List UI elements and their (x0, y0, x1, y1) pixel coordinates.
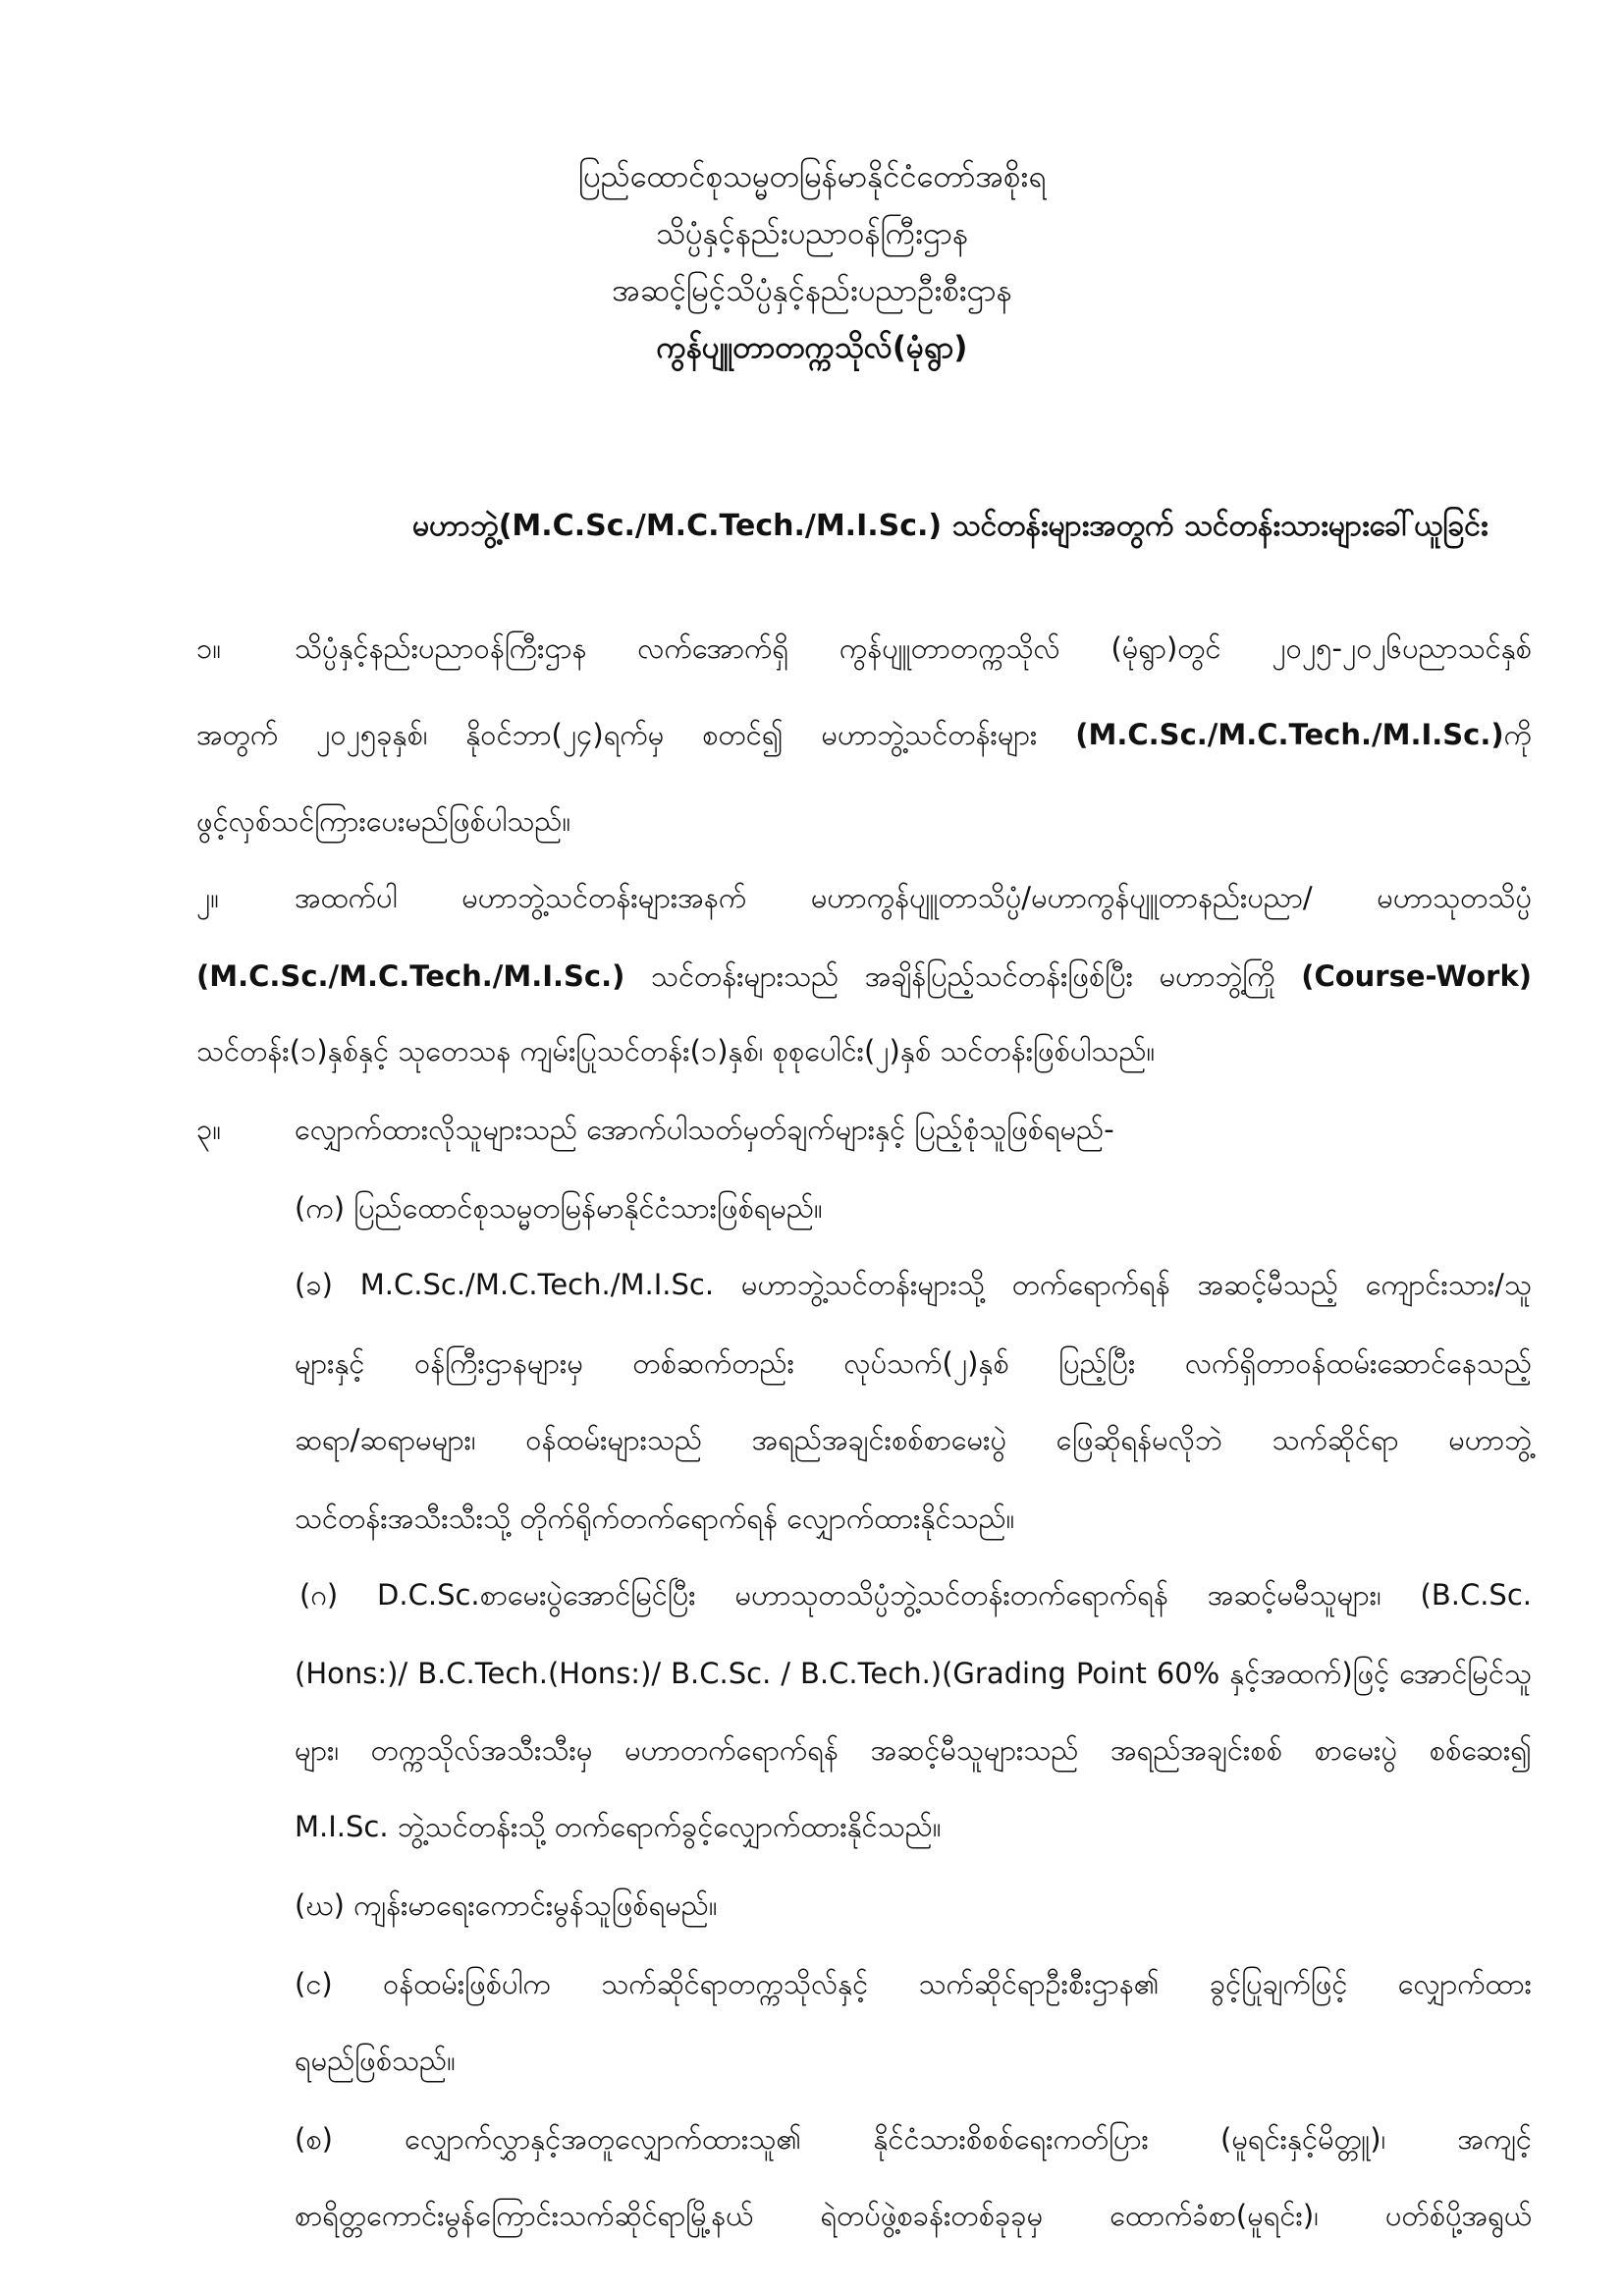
item-nga-line2: ရမည်ဖြစ်သည်။ (295, 2044, 456, 2077)
para3-line1: လျှောက်ထားလိုသူများသည် အောက်ပါသတ်မှတ်ချက်များနှင့် ပြည့်စုံသူဖြစ်ရမည်- (295, 1113, 1114, 1146)
para1-line2-text: အတွက် ၂၀၂၅ခုနှစ်၊ နိုဝင်ဘာ(၂၄)ရက်မှ စတင်၍ မဟာဘွဲ့သင်တန်းများ (196, 718, 1076, 751)
para1-number: ၁။ (196, 631, 222, 665)
para1-line2-suffix: ကို (1503, 718, 1532, 751)
item-gha: (ဃ) ကျန်းမာရေးကောင်းမွန်သူဖြစ်ရမည်။ (295, 1888, 718, 1922)
para2-line2 (196, 953, 1532, 1000)
para3-number: ၃။ (196, 1113, 222, 1146)
header-department: အဆင့်မြင့်သိပ္ပံနှင့်နည်းပညာဦးစီးဌာန (612, 273, 1012, 308)
item-kha-line1: (ခ) M.C.Sc./M.C.Tech./M.I.Sc. မဟာဘွဲ့သင်တန်းများသို့ တက်ရောက်ရန် အဆင့်မီသည့် ကျောင်းသား/သူ (295, 1268, 1532, 1301)
item-kha-line3: ဆရာ/ဆရာမများ၊ ဝန်ထမ်းများသည် အရည်အချင်းစစ်စာမေးပွဲ ဖြေဆိုရန်မလိုဘဲ သက်ဆိုင်ရာ မဟာဘွဲ့ (295, 1423, 1532, 1456)
item-kha-line2: များနှင့် ဝန်ကြီးဌာနများမှ တစ်ဆက်တည်း လုပ်သက်(၂)နှစ် ပြည့်ပြီး လက်ရှိတာဝန်ထမ်းဆောင်နေသည့် (295, 1346, 1532, 1380)
para2-number: ၂။ (196, 881, 220, 914)
item-nga-line1: (င) ဝန်ထမ်းဖြစ်ပါက သက်ဆိုင်ရာတက္ကသိုလ်နှင့် သက်ဆိုင်ရာဦးစီးဌာန၏ ခွင့်ပြုချက်ဖြင့် လျှောက်ထား (295, 1967, 1532, 2000)
para2-course-codes: (M.C.Sc./M.C.Tech./M.I.Sc.) (196, 959, 625, 993)
document-title: မဟာဘွဲ့(M.C.Sc./M.C.Tech./M.I.Sc.) သင်တန်းများအတွက် သင်တန်းသားများခေါ်ယူခြင်း (412, 509, 1489, 543)
para2-course-work: (Course-Work) (1301, 959, 1532, 993)
para1-line3: ဖွင့်လှစ်သင်ကြားပေးမည်ဖြစ်ပါသည်။ (196, 804, 571, 838)
header-ministry: သိပ္ပံနှင့်နည်းပညာဝန်ကြီးဌာန (656, 216, 968, 251)
para2-line3: သင်တန်း(၁)နှစ်နှင့် သုတေသန ကျမ်းပြုသင်တန်း(၁)နှစ်၊ စုစုပေါင်း(၂)နှစ် သင်တန်းဖြစ်ပါသည်။ (196, 1034, 1156, 1067)
header-university: ကွန်ပျူတာတက္ကသိုလ်(မုံရွာ) (656, 330, 968, 365)
item-ka: (က) ပြည်ထောင်စုသမ္မတမြန်မာနိုင်ငံသားဖြစ်ရမည်။ (295, 1191, 823, 1225)
para2-line2-text: သင်တန်းများသည် အချိန်ပြည့်သင်တန်းဖြစ်ပြီး မဟာဘွဲ့ကြို (624, 959, 1302, 993)
para1-line1: သိပ္ပံနှင့်နည်းပညာဝန်ကြီးဌာန လက်အောက်ရှိ ကွန်ပျူတာတက္ကသိုလ် (မုံရွာ)တွင် ၂၀၂၅-၂၀၂၆ပညာသင်နှစ် (295, 631, 1532, 665)
item-ga-line3: များ၊ တက္ကသိုလ်အသီးသီးမှ မဟာတက်ရောက်ရန် အဆင့်မီသူများသည် အရည်အချင်းစစ် စာမေးပွဲ စစ်ဆေး၍ (295, 1733, 1532, 1767)
item-kha-line4: သင်တန်းအသီးသီးသို့ တိုက်ရိုက်တက်ရောက်ရန် လျှောက်ထားနိုင်သည်။ (295, 1502, 1015, 1535)
header-government: ပြည်ထောင်စုသမ္မတမြန်မာနိုင်ငံတော်အစိုးရ (577, 159, 1047, 194)
item-sa-line1: (စ) လျှောက်လွှာနှင့်အတူလျှောက်ထားသူ၏ နိုင်ငံသားစိစစ်ရေးကတ်ပြား (မူရင်းနှင့်မိတ္တူ)၊ အကျင့် (295, 2122, 1532, 2156)
para2-line1: အထက်ပါ မဟာဘွဲ့သင်တန်းများအနက် မဟာကွန်ပျူတာသိပ္ပံ/မဟာကွန်ပျူတာနည်းပညာ/ မဟာသုတသိပ္ပံ (295, 881, 1532, 914)
para1-course-codes: (M.C.Sc./M.C.Tech./M.I.Sc.) (1075, 718, 1504, 751)
item-ga-line1: (ဂ) D.C.Sc.စာမေးပွဲအောင်မြင်ပြီး မဟာသုတသိပ္ပံဘွဲ့သင်တန်းတက်ရောက်ရန် အဆင့်မမီသူများ၊ (B.C.Sc. (299, 1578, 1532, 1612)
para1-line2 (196, 711, 1532, 758)
item-ga-line4: M.I.Sc. ဘွဲ့သင်တန်းသို့ တက်ရောက်ခွင့်လျှောက်ထားနိုင်သည်။ (295, 1810, 942, 1843)
item-sa-line2: စာရိတ္တကောင်းမွန်ကြောင်းသက်ဆိုင်ရာမြို့နယ် ရဲတပ်ဖွဲ့စခန်းတစ်ခုခုမှ ထောက်ခံစာ(မူရင်း)၊ ပတ်စ်ပို့အရွယ် (295, 2199, 1532, 2232)
item-ga-line2: (Hons:)/ B.C.Tech.(Hons:)/ B.C.Sc. / B.C.Tech.)(Grading Point 60% နှင့်အထက်)ဖြင့် အောင်မြင်သူ (295, 1657, 1532, 1690)
